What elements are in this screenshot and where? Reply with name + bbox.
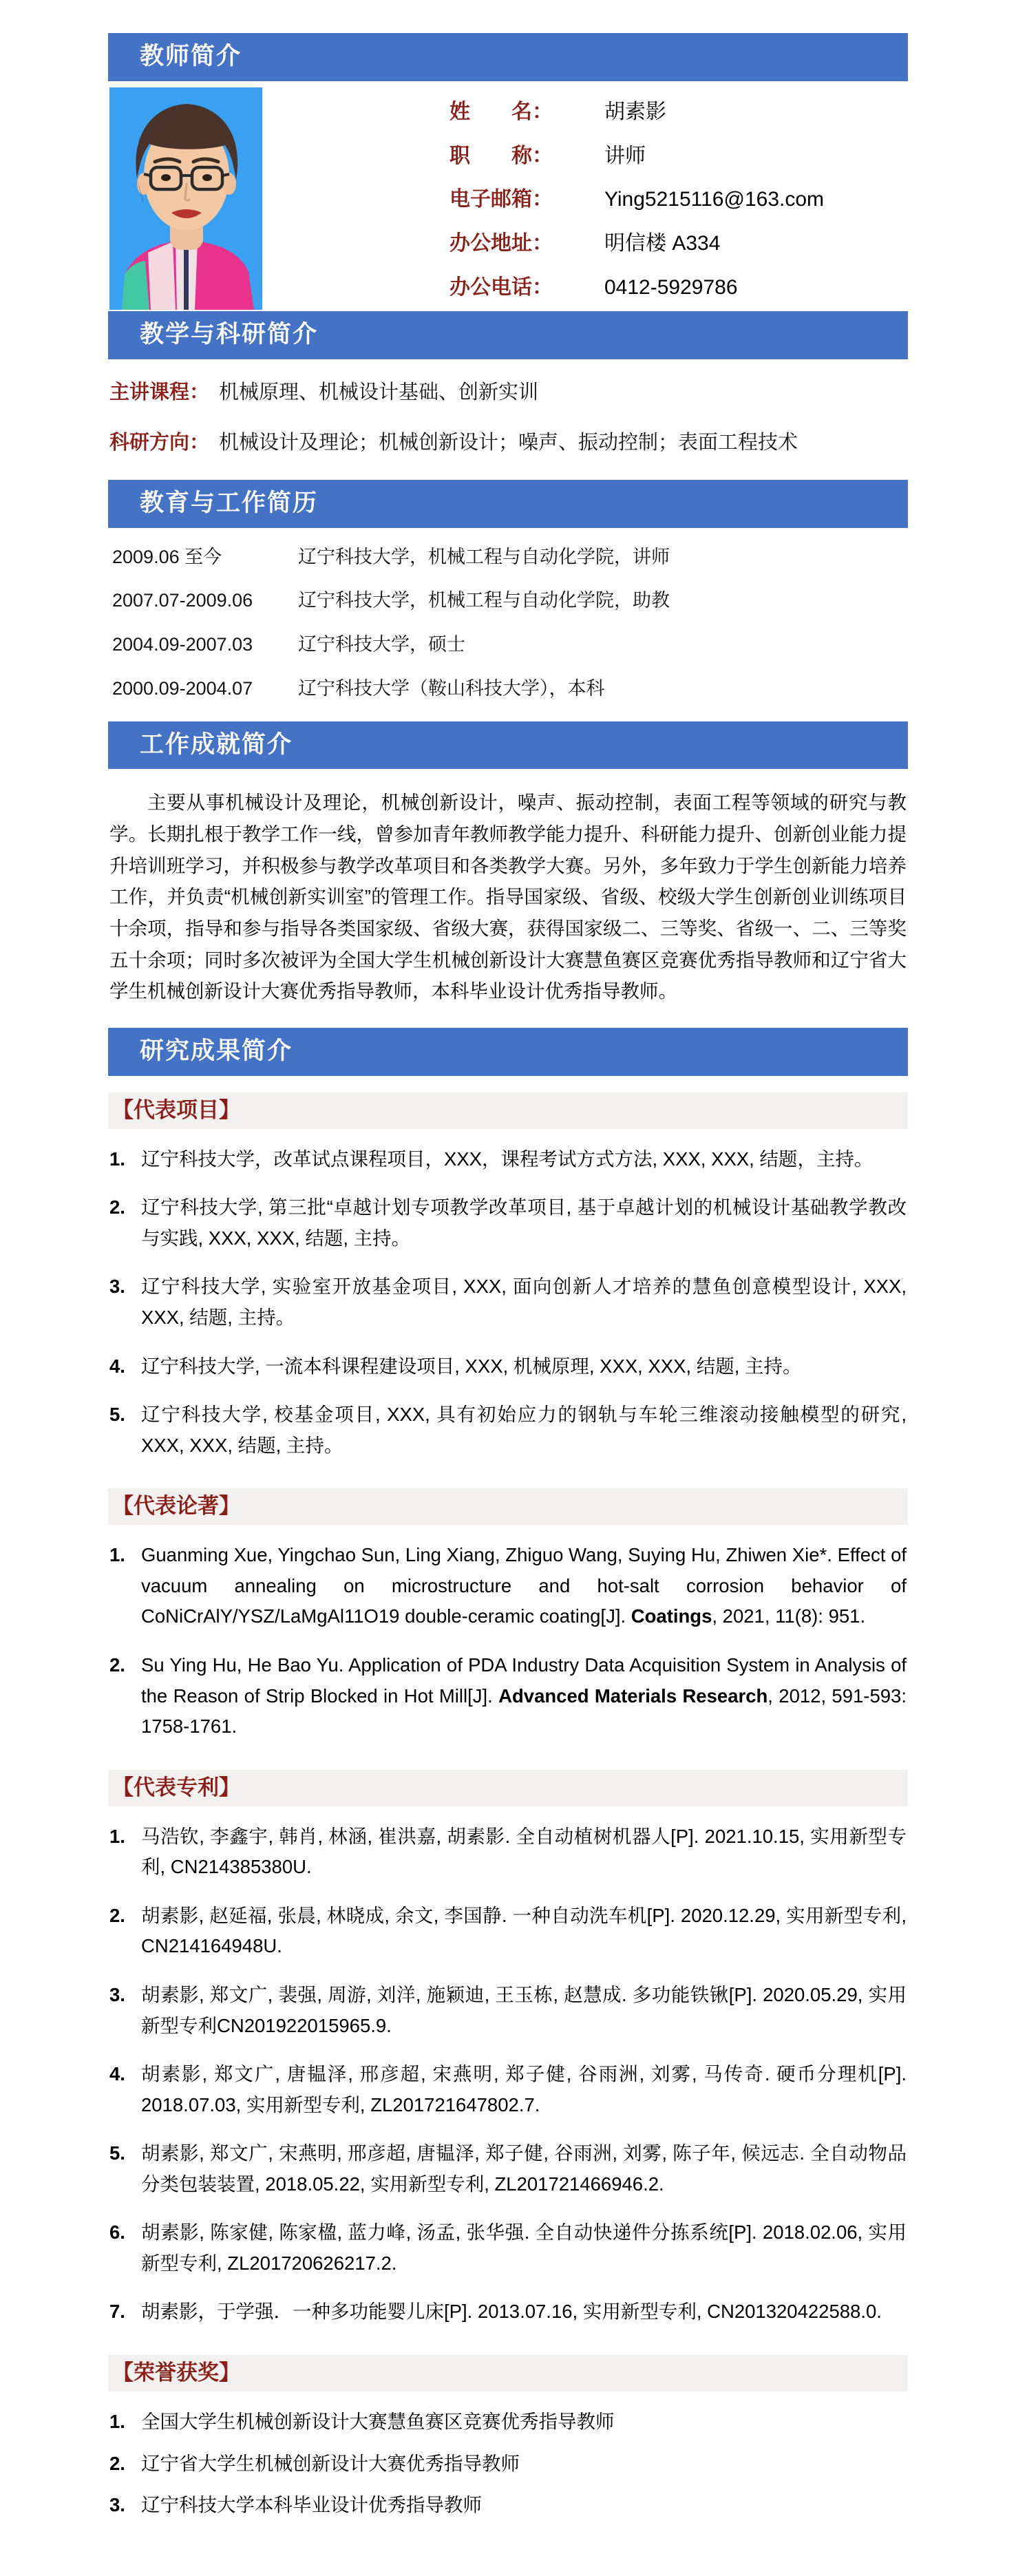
field-name [449, 100, 908, 125]
subsection-header-awards: 【荣誉获奖】 [108, 2355, 908, 2392]
patent-item: 胡素影，于学强．一种多功能婴儿床[P]. 2013.07.16, 实用新型专利, CN201320422588.0. [141, 2301, 882, 2323]
history-detail: 辽宁科技大学，机械工程与自动化学院，讲师 [298, 546, 670, 567]
teaching-block [108, 359, 908, 480]
section-header-research-results [108, 1028, 908, 1076]
field-title-label: 职 称： [449, 144, 553, 167]
teaching-courses-row [109, 380, 907, 406]
subsection-header-projects: 【代表项目】 [108, 1092, 908, 1129]
history-detail: 辽宁科技大学，机械工程与自动化学院，助教 [298, 590, 670, 611]
project-item: 辽宁科技大学, 校基金项目, XXX, 具有初始应力的钢轨与车轮三维滚动接触模型的研究, XXX, XXX, 结题, 主持。 [141, 1404, 907, 1456]
history-period: 2007.07-2009.06 [112, 590, 253, 611]
section-title: 工作成就简介 [140, 730, 293, 758]
section-title: 研究成果简介 [140, 1037, 293, 1064]
teacher-profile-page [108, 0, 908, 2576]
achievements-paragraph: 主要从事机械设计及理论，机械创新设计，噪声、振动控制，表面工程等领域的研究与教学。长期扎根于教学工作一线，曾参加青年教师教学能力提升、科研能力提升、创新创业能力提升培训班学习，并积极参与教学改革项目和各类教学大赛。另外，多年致力于学生创新能力培养工作，并负责“机械创新实训室”的管理工作。指导国家级、省级、校级大学生创新创业训练项目十余项，指导和参与指导各类国家级、省级大赛，获得国家级二、三等奖、省级一、二、三等奖五十余项；同时多次被评为全国大学生机械创新设计大赛慧鱼赛区竞赛优秀指导教师和辽宁省大学生机械创新设计大赛优秀指导教师，本科毕业设计优秀指导教师。 [109, 792, 907, 1002]
award-item: 辽宁省大学生机械创新设计大赛优秀指导教师 [141, 2452, 520, 2474]
teacher-photo [109, 87, 262, 310]
publication-text: , 2021, 11(8): 951. [712, 1605, 866, 1627]
field-name-label: 姓 名： [449, 100, 553, 123]
project-item: 辽宁科技大学, 一流本科课程建设项目, XXX, 机械原理, XXX, XXX, 结题, 主持。 [141, 1355, 802, 1377]
field-phone [449, 275, 908, 300]
section-header-education-history [108, 480, 908, 528]
publication-item [109, 1540, 907, 1632]
history-row [112, 546, 907, 569]
field-email-value: Ying5215116@163.com [604, 188, 825, 211]
publications-list [108, 1540, 908, 1751]
research-direction-label: 科研方向： [109, 432, 210, 454]
history-row [112, 589, 907, 613]
profile-fields [262, 87, 908, 310]
award-item: 全国大学生机械创新设计大赛慧鱼赛区竞赛优秀指导教师 [141, 2411, 615, 2433]
awards-list [108, 2407, 908, 2535]
field-phone-value: 0412-5929786 [604, 275, 738, 299]
history-detail: 辽宁科技大学，硕士 [298, 634, 465, 655]
field-office [449, 231, 908, 256]
publication-text: , 2012, 591-593: 1758-1761. [141, 1685, 907, 1738]
patent-item: 胡素影, 郑文广, 裴强, 周游, 刘洋, 施颖迪, 王玉栋, 赵慧成. 多功能铁锹[P]. 2020.05.29, 实用新型专利CN201922015965.9. [141, 1984, 907, 2036]
subsection-header-patents: 【代表专利】 [108, 1770, 908, 1806]
courses-value: 机械原理、机械设计基础、创新实训 [219, 381, 539, 403]
section-title: 教育与工作简历 [140, 489, 319, 516]
patent-item: 胡素影, 赵延福, 张晨, 林晓成, 余文, 李国静. 一种自动洗车机[P]. 2020.12.29, 实用新型专利, CN214164948U. [141, 1904, 907, 1957]
patent-item: 胡素影, 陈家健, 陈家楹, 蓝力峰, 汤孟, 张华强. 全自动快递件分拣系统[P]. 2018.02.06, 实用新型专利, ZL201720626217.2. [141, 2221, 907, 2274]
field-title [449, 144, 908, 169]
field-email-label: 电子邮箱： [449, 188, 553, 211]
profile-block [108, 81, 908, 311]
patent-item: 胡素影, 郑文广, 唐韫泽, 邢彦超, 宋燕明, 郑子健, 谷雨洲, 刘雾, 马传奇. 硬币分理机[P]. 2018.07.03, 实用新型专利, ZL201721647802.7. [141, 2063, 907, 2115]
patent-item: 胡素影, 郑文广, 宋燕明, 邢彦超, 唐韫泽, 郑子健, 谷雨洲, 刘雾, 陈子年, 候远志. 全自动物品分类包装装置, 2018.05.22, 实用新型专利, ZL201721466946.2. [141, 2142, 907, 2195]
achievements-block [108, 769, 908, 1027]
projects-list [108, 1144, 908, 1470]
history-period: 2000.09-2004.07 [112, 677, 253, 699]
section-header-teaching-research [108, 311, 908, 359]
journal-name: Advanced Materials Research [498, 1685, 768, 1707]
history-row [112, 677, 907, 701]
history-period: 2009.06 至今 [112, 546, 222, 567]
field-office-label: 办公地址： [449, 232, 553, 255]
award-item: 辽宁科技大学本科毕业设计优秀指导教师 [141, 2494, 482, 2516]
research-direction-value: 机械设计及理论；机械创新设计；噪声、振动控制；表面工程技术 [219, 432, 798, 454]
history-detail: 辽宁科技大学（鞍山科技大学），本科 [298, 677, 605, 699]
field-title-value: 讲师 [604, 144, 646, 167]
section-header-teacher-intro [108, 33, 908, 81]
project-item: 辽宁科技大学, 第三批“卓越计划专项教学改革项目, 基于卓越计划的机械设计基础教学教改与实践, XXX, XXX, 结题, 主持。 [141, 1196, 907, 1249]
field-name-value: 胡素影 [604, 100, 666, 123]
section-header-work-achievements [108, 721, 908, 770]
publication-item [109, 1650, 907, 1742]
project-item: 辽宁科技大学, 实验室开放基金项目, XXX, 面向创新人才培养的慧鱼创意模型设计, XXX, XXX, 结题, 主持。 [141, 1276, 907, 1328]
history-period: 2004.09-2007.03 [112, 634, 253, 655]
field-office-value: 明信楼 A334 [604, 232, 721, 255]
journal-name: Coatings [631, 1605, 712, 1627]
patents-list [108, 1822, 908, 2337]
history-row [112, 633, 907, 657]
courses-label: 主讲课程： [109, 381, 210, 403]
section-title: 教师简介 [140, 43, 242, 70]
patent-item: 马浩钦, 李鑫宇, 韩肖, 林涵, 崔洪嘉, 胡素影. 全自动植树机器人[P]. 2021.10.15, 实用新型专利, CN214385380U. [141, 1825, 907, 1878]
research-direction-row [109, 430, 907, 456]
section-title: 教学与科研简介 [140, 320, 319, 348]
project-item: 辽宁科技大学，改革试点课程项目，XXX，课程考试方式方法, XXX, XXX, 结题，主持。 [141, 1148, 874, 1170]
field-email [449, 187, 908, 212]
subsection-header-publications: 【代表论著】 [108, 1488, 908, 1525]
publication-text: Su Ying Hu, He Bao Yu. Application of PDA Industry Data Acquisition System in Analysis of the Reason of Strip Blocked in Hot Mill[J]. [141, 1654, 907, 1707]
publication-text: Guanming Xue, Yingchao Sun, Ling Xiang, Zhiguo Wang, Suying Hu, Zhiwen Xie*. Effect of vacuum annealing on microstructure and hot-salt corrosion behavior of CoNiCrAlY/YSZ/LaMgAl11O19 double-ceramic coating[J]. [141, 1544, 907, 1627]
field-phone-label: 办公电话： [449, 275, 553, 299]
history-block [108, 528, 908, 721]
